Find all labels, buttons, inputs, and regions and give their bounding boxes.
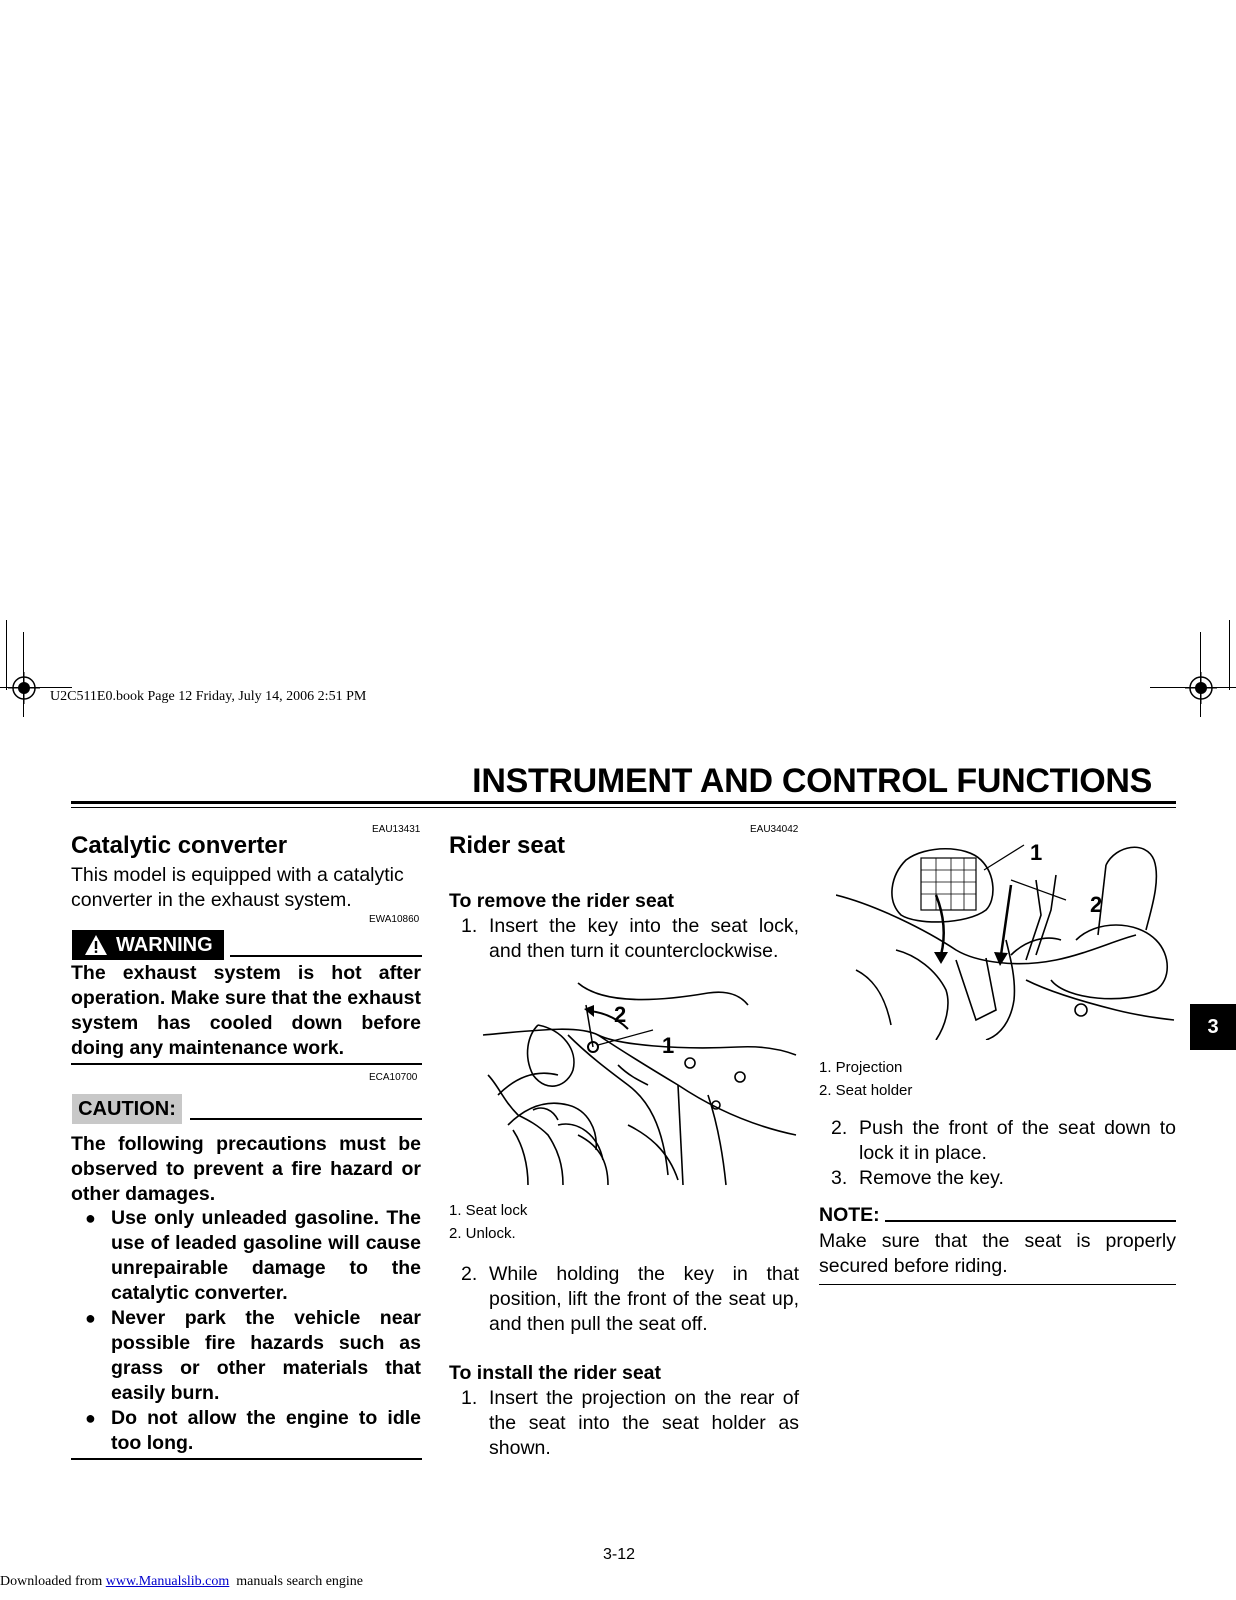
footer-link[interactable]: www.Manualslib.com [105,1574,230,1589]
caution-intro: The following precautions must be observed to prevent a fire hazard or other damages. [71,1133,421,1205]
install-step-3-text: Remove the key. [859,1167,1004,1189]
chapter-tab: 3 [1190,1004,1236,1050]
remove-step-1-text: Insert the key into the seat lock, and then turn it counterclockwise. [489,915,799,962]
caution-bullet-2: ● Never park the vehicle near possible fire hazards such as grass or other materials that easily burn. [71,1306,421,1406]
fig2-caption-1: 1. Projection [819,1059,903,1076]
install-step-2-text: Push the front of the seat down to lock it in place. [859,1117,1176,1164]
remove-step-2 [449,1262,799,1337]
heading-rider-seat: Rider seat [449,832,566,859]
registration-mark-right-icon [1185,672,1217,704]
title-rule [71,801,1176,804]
title-rule-thin [71,807,1176,808]
catalytic-intro: This model is equipped with a catalytic converter in the exhaust system. [71,864,404,911]
note-header-line [885,1220,1176,1222]
note-end-line [819,1284,1176,1285]
install-step-1-text: Insert the projection on the rear of the seat into the seat holder as shown. [489,1387,799,1459]
book-info: U2C511E0.book Page 12 Friday, July 14, 2006 2:51 PM [50,689,367,704]
code-eau13431: EAU13431 [372,824,421,835]
remove-step-2-number: 2. [461,1263,478,1285]
fig1-caption-1: 1. Seat lock [449,1202,528,1219]
note-label: NOTE: [819,1204,880,1226]
remove-step-2-text: While holding the key in that position, lift the front of the seat up, and then pull the seat off. [489,1263,799,1335]
code-ewa10860: EWA10860 [369,914,420,925]
fig1-caption-2: 2. Unlock. [449,1225,516,1242]
code-eau34042: EAU34042 [750,824,799,835]
caution-end-line [71,1458,422,1460]
footer-suffix: manuals search engine [229,1574,364,1589]
page-number: 3-12 [603,1546,636,1563]
crop-mark-right-v2 [1229,620,1230,690]
fig2-label-2: 2 [1090,892,1103,917]
caution-bullet-3: ● Do not allow the engine to idle too long. [71,1406,421,1456]
warning-text: The exhaust system is hot after operation. Make sure that the exhaust system has cooled down before doing any maintenance work. [71,962,422,1059]
seat-lock-illustration [478,975,798,1190]
caution-bullets [71,1206,421,1456]
note-text: Make sure that the seat is properly secured before riding. [819,1230,1176,1277]
heading-catalytic-converter: Catalytic converter [71,832,288,859]
warning-label: WARNING [116,933,213,956]
fig2-caption-2: 2. Seat holder [819,1082,913,1099]
remove-steps-cont [449,1262,799,1337]
fig2-label-1: 1 [1030,840,1043,865]
fig1-label-2: 2 [614,1002,627,1027]
warning-triangle-icon [84,934,108,956]
footer-prefix: Downloaded from [0,1574,106,1589]
install-step-3 [819,1166,1176,1191]
remove-step-1 [449,914,799,964]
remove-heading: To remove the rider seat [449,890,675,912]
caution-label: CAUTION: [72,1094,182,1124]
fig1-label-1: 1 [662,1033,675,1058]
caution-header-line [190,1118,422,1120]
install-step-2-number: 2. [831,1117,848,1139]
warning-header-line [230,955,422,957]
warning-label-box [72,930,224,960]
install-step-1-number: 1. [461,1387,478,1409]
seat-holder-illustration [836,840,1176,1040]
install-step-3-number: 3. [831,1167,848,1189]
crop-mark-left-v2 [6,620,7,690]
section-title: INSTRUMENT AND CONTROL FUNCTIONS [472,762,1152,800]
code-eca10700: ECA10700 [369,1072,418,1083]
warning-end-line [71,1063,422,1065]
install-step-1 [449,1386,799,1461]
install-steps [449,1386,799,1461]
registration-mark-left-icon [8,672,40,704]
install-heading: To install the rider seat [449,1362,662,1384]
install-step-2 [819,1116,1176,1166]
caution-bullet-1: ● Use only unleaded gasoline. The use of leaded gasoline will cause unrepairable damage to the catalytic converter. [71,1206,421,1306]
remove-step-1-number: 1. [461,915,478,937]
footer [0,1574,363,1590]
install-steps-cont [819,1116,1176,1191]
remove-steps [449,914,799,964]
